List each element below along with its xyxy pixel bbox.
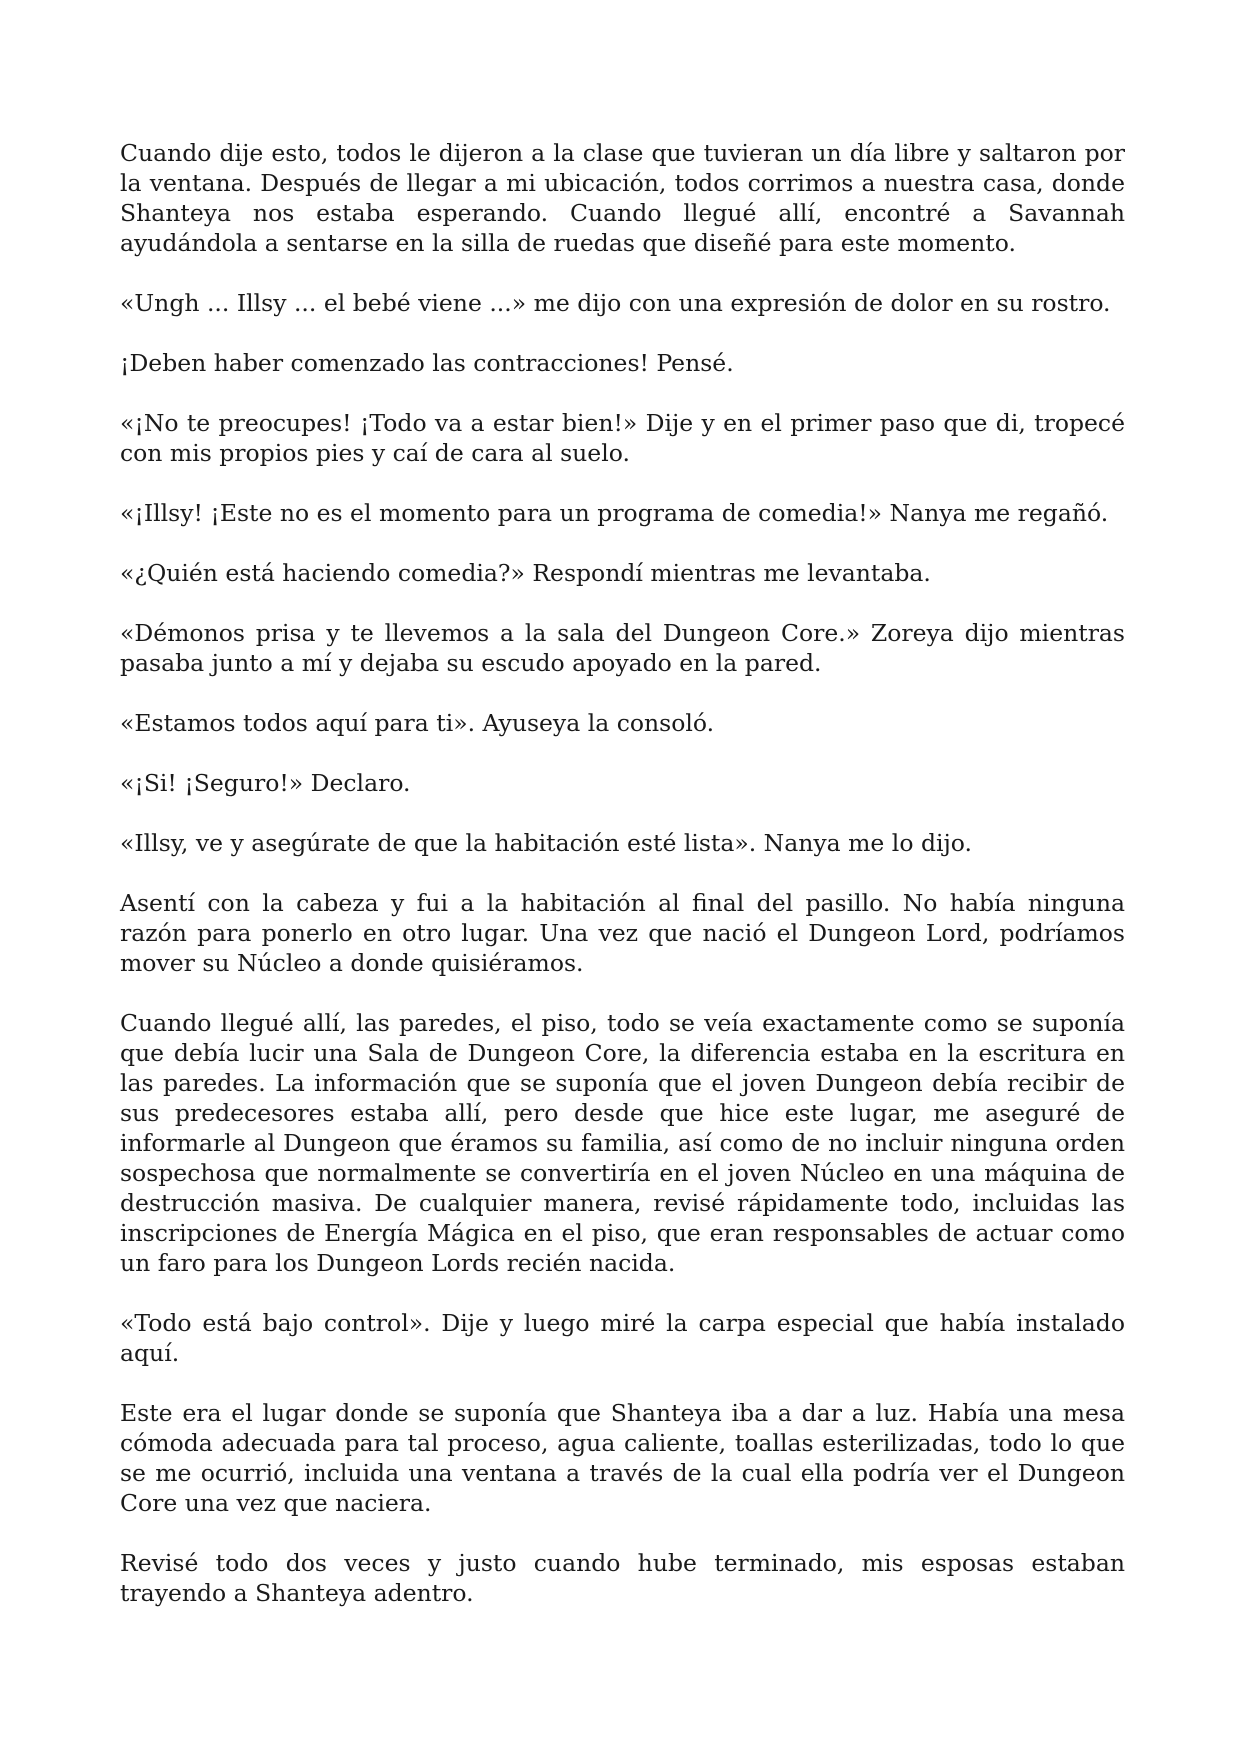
paragraph: «¡Si! ¡Seguro!» Declaro. — [120, 769, 411, 797]
paragraph: «Ungh ... Illsy ... el bebé viene ...» me dijo con una expresión de dolor en su rostro. — [120, 289, 1111, 317]
paragraph: Revisé todo dos veces y justo cuando hube terminado, mis esposas estaban trayendo a Shanteya adentro. — [120, 1549, 1125, 1607]
paragraph: «¡No te preocupes! ¡Todo va a estar bien!» Dije y en el primer paso que di, tropecé con mis propios pies y caí de cara al suelo. — [120, 409, 1125, 467]
paragraph: ¡Deben haber comenzado las contracciones! Pensé. — [120, 349, 734, 377]
paragraph: «Illsy, ve y asegúrate de que la habitación esté lista». Nanya me lo dijo. — [120, 829, 972, 857]
paragraph: Este era el lugar donde se suponía que Shanteya iba a dar a luz. Había una mesa cómoda adecuada para tal proceso, agua caliente, toallas esterilizadas, todo lo que se me ocurrió, incluida una ventana a través de la cual ella podría ver el Dungeon Core una vez que naciera. — [120, 1399, 1125, 1517]
paragraph: Cuando llegué allí, las paredes, el piso, todo se veía exactamente como se suponía que debía lucir una Sala de Dungeon Core, la diferencia estaba en la escritura en las paredes. La información que se suponía que el joven Dungeon debía recibir de sus predecesores estaba allí, pero desde que hice este lugar, me aseguré de informarle al Dungeon que éramos su familia, así como de no incluir ninguna orden sospechosa que normalmente se convertiría en el joven Núcleo en una máquina de destrucción masiva. De cualquier manera, revisé rápidamente todo, incluidas las inscripciones de Energía Mágica en el piso, que eran responsables de actuar como un faro para los Dungeon Lords recién nacida. — [120, 1009, 1125, 1277]
paragraph: Cuando dije esto, todos le dijeron a la clase que tuvieran un día libre y saltaron por la ventana. Después de llegar a mi ubicación, todos corrimos a nuestra casa, donde Shanteya nos estaba esperando. Cuando llegué allí, encontré a Savannah ayudándola a sentarse en la silla de ruedas que diseñé para este momento. — [120, 139, 1125, 257]
paragraph: «Démonos prisa y te llevemos a la sala del Dungeon Core.» Zoreya dijo mientras pasaba junto a mí y dejaba su escudo apoyado en la pared. — [120, 619, 1125, 677]
paragraph: «¡Illsy! ¡Este no es el momento para un programa de comedia!» Nanya me regañó. — [120, 499, 1109, 527]
paragraph: «¿Quién está haciendo comedia?» Respondí mientras me levantaba. — [120, 559, 931, 587]
paragraph: Asentí con la cabeza y fui a la habitación al final del pasillo. No había ninguna razón para ponerlo en otro lugar. Una vez que nació el Dungeon Lord, podríamos mover su Núcleo a donde quisiéramos. — [120, 889, 1125, 977]
document-page — [120, 138, 1125, 1638]
paragraph: «Todo está bajo control». Dije y luego miré la carpa especial que había instalado aquí. — [120, 1309, 1125, 1367]
paragraph: «Estamos todos aquí para ti». Ayuseya la consoló. — [120, 709, 715, 737]
